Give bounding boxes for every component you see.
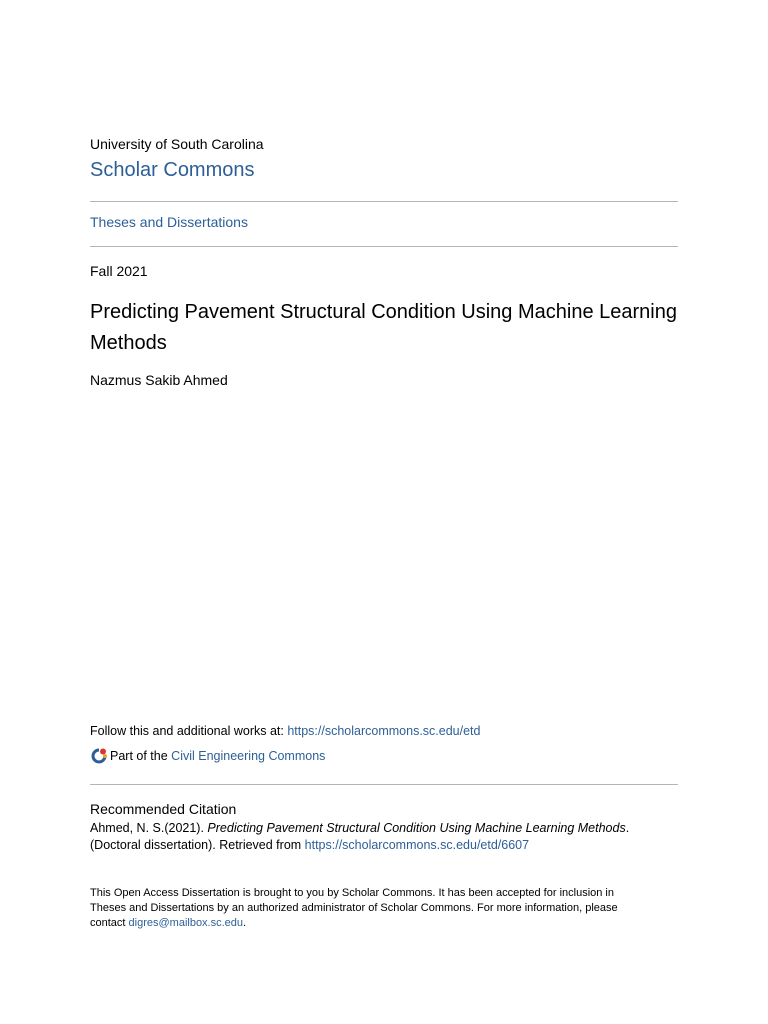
part-of-prefix: Part of the bbox=[110, 749, 168, 763]
term-label: Fall 2021 bbox=[90, 263, 148, 279]
institution-name: University of South Carolina bbox=[90, 136, 264, 152]
repository-link[interactable]: Scholar Commons bbox=[90, 159, 255, 181]
divider-middle bbox=[90, 246, 678, 247]
commons-network-icon bbox=[90, 747, 108, 765]
citation-line2-prefix: (Doctoral dissertation). Retrieved from bbox=[90, 838, 305, 852]
follow-prefix: Follow this and additional works at: bbox=[90, 724, 288, 738]
document-title: Predicting Pavement Structural Condition Using Machine Learning Methods bbox=[90, 301, 677, 354]
author-name: Nazmus Sakib Ahmed bbox=[90, 372, 228, 388]
citation-authors-year: Ahmed, N. S.(2021). bbox=[90, 821, 208, 835]
citation-url-link[interactable]: https://scholarcommons.sc.edu/etd/6607 bbox=[304, 838, 530, 852]
divider-top bbox=[90, 201, 678, 202]
citation-text bbox=[90, 820, 678, 854]
recommended-citation-heading: Recommended Citation bbox=[90, 801, 237, 817]
citation-work-title: Predicting Pavement Structural Condition Using Machine Learning Methods bbox=[207, 821, 626, 835]
citation-title-end: . bbox=[625, 821, 630, 835]
civil-engineering-commons-link[interactable]: Civil Engineering Commons bbox=[171, 749, 326, 763]
follow-line bbox=[90, 723, 678, 739]
follow-url-link[interactable]: https://scholarcommons.sc.edu/etd bbox=[287, 724, 481, 738]
notice-end: . bbox=[243, 917, 247, 929]
part-of-line bbox=[90, 747, 678, 765]
open-access-notice bbox=[90, 886, 650, 931]
contact-email-link[interactable]: digres@mailbox.sc.edu bbox=[128, 917, 244, 929]
notice-text: This Open Access Dissertation is brought to you by Scholar Commons. It has been accepted for inclusion in Theses and Dissertations by an authorized administrator of Scholar Commons. For more information, please contact bbox=[90, 887, 618, 929]
divider-bottom bbox=[90, 784, 678, 785]
collection-link[interactable]: Theses and Dissertations bbox=[90, 214, 248, 230]
